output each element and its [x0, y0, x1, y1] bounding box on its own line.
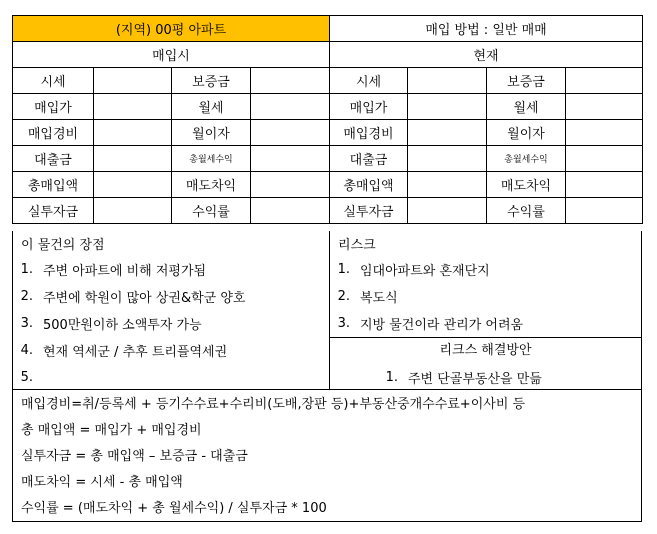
label-total-monthly-income: 총월세수익 [172, 146, 251, 172]
value-monthly-rent-current[interactable] [566, 94, 643, 120]
section-current: 현재 [330, 42, 643, 68]
value-purchase-cost-current[interactable] [408, 120, 487, 146]
purchase-method: 매입 방법 : 일반 매매 [330, 16, 643, 42]
label-sale-margin: 매도차익 [172, 172, 251, 198]
risk-solution-panel [329, 337, 642, 390]
value-monthly-rent[interactable] [251, 94, 330, 120]
value-market-price[interactable] [94, 68, 172, 94]
formula-yield: 수익률 = (매도차익 + 총 월세수익) / 실투자금 * 100 [21, 501, 327, 516]
value-loan-current[interactable] [408, 146, 487, 172]
label-deposit-current: 보증금 [487, 68, 566, 94]
label-monthly-rent: 월세 [172, 94, 251, 120]
label-total-purchase-current: 총매입액 [330, 172, 408, 198]
value-deposit[interactable] [251, 68, 330, 94]
risks-heading: 리스크 [338, 238, 376, 253]
risk-solution-list [330, 364, 641, 390]
label-market-price: 시세 [13, 68, 94, 94]
label-yield-current: 수익률 [487, 198, 566, 224]
risks-panel [329, 231, 642, 337]
value-actual-investment-current[interactable] [408, 198, 487, 224]
list-item: 1. 임대아파트와 혼재단지 [337, 262, 490, 279]
label-total-purchase: 총매입액 [13, 172, 94, 198]
property-table [12, 15, 643, 224]
risks-list [330, 256, 641, 337]
label-purchase-price: 매입가 [13, 94, 94, 120]
label-purchase-cost: 매입경비 [13, 120, 94, 146]
value-sale-margin-current[interactable] [566, 172, 643, 198]
label-actual-investment-current: 실투자금 [330, 198, 408, 224]
list-item: 4. 현재 역세군 / 추후 트리플역세권 [20, 343, 228, 360]
list-item: 1. 주변 아파트에 비해 저평가됨 [20, 262, 207, 279]
list-item: 1. 주변 단골부동산을 만듦 [385, 369, 542, 387]
label-sale-margin-current: 매도차익 [487, 172, 566, 198]
formula-total-purchase: 총 매입액 = 매입가 + 매입경비 [21, 423, 202, 438]
label-loan-current: 대출금 [330, 146, 408, 172]
formula-actual-investment: 실투자금 = 총 매입액 – 보증금 - 대출금 [21, 449, 248, 464]
formula-purchase-cost: 매입경비=취/등록세 + 등기수수료+수리비(도배,장판 등)+부동산중개수수료+이사비 등 [21, 397, 526, 412]
label-loan: 대출금 [13, 146, 94, 172]
label-monthly-interest-current: 월이자 [487, 120, 566, 146]
pros-panel [12, 231, 330, 390]
value-loan[interactable] [94, 146, 172, 172]
label-actual-investment: 실투자금 [13, 198, 94, 224]
value-total-monthly-income-current[interactable] [566, 146, 643, 172]
list-item: 3. 지방 물건이라 관리가 어려움 [337, 316, 524, 333]
section-at-purchase: 매입시 [13, 42, 330, 68]
list-item: 5. [20, 370, 33, 385]
value-monthly-interest[interactable] [251, 120, 330, 146]
value-yield-current[interactable] [566, 198, 643, 224]
value-total-purchase[interactable] [94, 172, 172, 198]
list-item: 2. 복도식 [337, 289, 398, 306]
label-total-monthly-income-current: 총월세수익 [487, 146, 566, 172]
value-purchase-cost[interactable] [94, 120, 172, 146]
label-monthly-rent-current: 월세 [487, 94, 566, 120]
risk-solution-heading: 리크스 해결방안 [439, 343, 532, 358]
value-sale-margin[interactable] [251, 172, 330, 198]
label-deposit: 보증금 [172, 68, 251, 94]
label-purchase-cost-current: 매입경비 [330, 120, 408, 146]
value-total-monthly-income[interactable] [251, 146, 330, 172]
value-monthly-interest-current[interactable] [566, 120, 643, 146]
value-deposit-current[interactable] [566, 68, 643, 94]
property-title: (지역) 00평 아파트 [13, 16, 330, 42]
label-purchase-price-current: 매입가 [330, 94, 408, 120]
pros-heading: 이 물건의 장점 [21, 238, 105, 253]
value-total-purchase-current[interactable] [408, 172, 487, 198]
value-purchase-price[interactable] [94, 94, 172, 120]
label-monthly-interest: 월이자 [172, 120, 251, 146]
formulas-panel [12, 389, 642, 522]
label-yield: 수익률 [172, 198, 251, 224]
formula-sale-margin: 매도차익 = 시세 - 총 매입액 [21, 475, 183, 490]
value-yield[interactable] [251, 198, 330, 224]
value-market-price-current[interactable] [408, 68, 487, 94]
label-market-price-current: 시세 [330, 68, 408, 94]
pros-list [13, 256, 329, 391]
list-item: 2. 주변에 학원이 많아 상권&학군 양호 [20, 289, 246, 306]
list-item: 3. 500만원이하 소액투자 가능 [20, 316, 202, 333]
value-actual-investment[interactable] [94, 198, 172, 224]
value-purchase-price-current[interactable] [408, 94, 487, 120]
